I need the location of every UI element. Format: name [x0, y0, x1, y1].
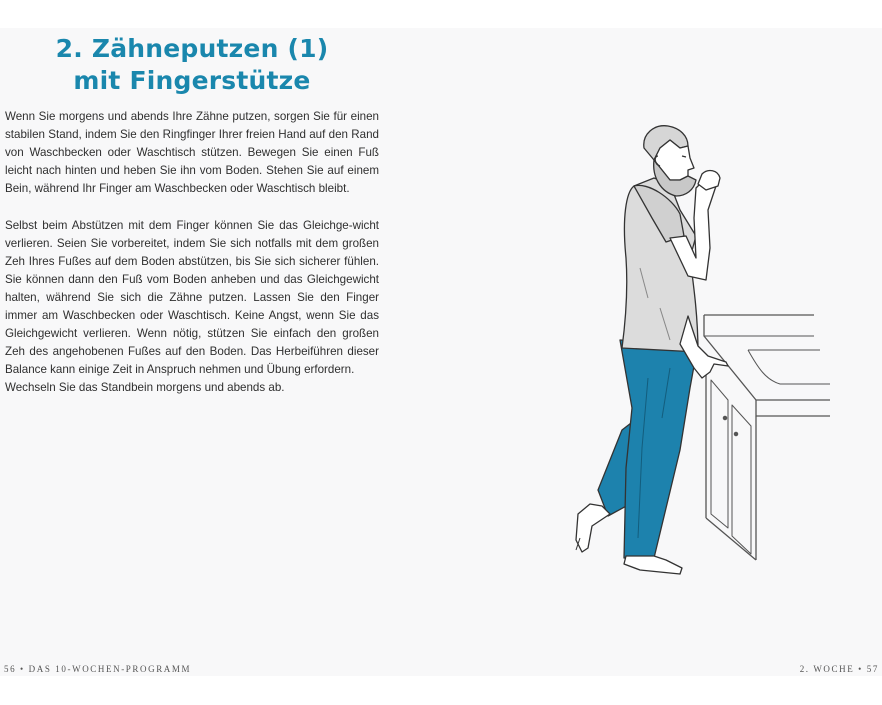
man-brushing-teeth-at-sink-illustration	[530, 118, 840, 580]
paragraph-2: Selbst beim Abstützen mit dem Finger können Sie das Gleichge-wicht verlieren. Seien Sie vorbereitet, indem Sie sich notfalls mit dem großen Zeh Ihres Fußes auf dem Boden abstützen, bis Sie sich sicherer fühlen. Sie können dann den Fuß vom Boden anheben und das Gleichgewicht halten, während Sie sich die Zähne putzen. Lassen Sie den Finger immer am Waschbecken oder Waschtisch. Keine Angst, wenn Sie das Gleichgewicht verlieren. Wenn nötig, stützen Sie einfach den großen Zeh des angehobenen Fußes auf den Boden. Das Herbeiführen dieser Balance kann einige Zeit in Anspruch nehmen und Übung erfordern.	[5, 218, 379, 377]
title-line-2: mit Fingerstütze	[73, 66, 311, 95]
standing-leg	[620, 340, 698, 574]
sink-cabinet	[704, 315, 830, 560]
paragraph-1: Wenn Sie morgens und abends Ihre Zähne putzen, sorgen Sie für einen stabilen Stand, indem Sie den Ringfinger Ihrer freien Hand auf den Rand von Waschbecken oder Waschtisch stützen. Bewegen Sie einen Fuß leicht nach hinten und heben Sie ihn vom Boden. Stehen Sie auf einem Bein, während Ihr Finger am Waschbecken oder Waschtisch bleibt.	[5, 110, 379, 196]
body-text	[5, 108, 379, 398]
page-title	[0, 33, 384, 97]
footer-left-page-number: 56 • DAS 10-WOCHEN-PROGRAMM	[4, 664, 192, 674]
footer-right-page-number: 2. WOCHE • 57	[799, 664, 879, 674]
title-line-1: 2. Zähneputzen (1)	[55, 34, 329, 63]
paragraph-3: Wechseln Sie das Standbein morgens und abends ab.	[5, 381, 285, 395]
